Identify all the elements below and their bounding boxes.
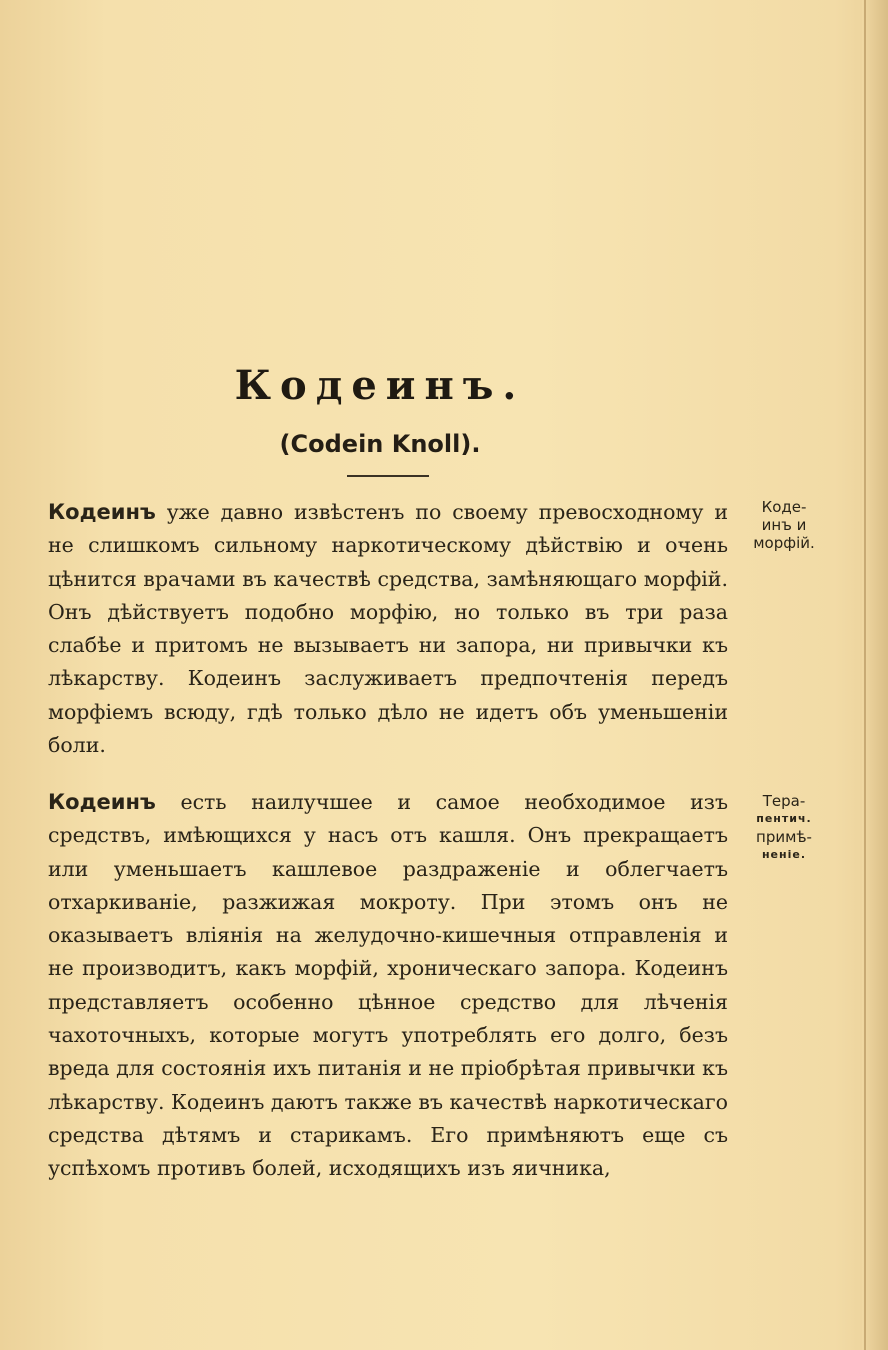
page-edge-line — [864, 0, 866, 1350]
paragraph-2-lead: Кодеинъ — [48, 790, 156, 814]
paragraph-2 — [48, 786, 728, 1186]
margin-note-line: примѣ- — [756, 828, 812, 846]
margin-note-line: Тера- — [762, 792, 806, 810]
paragraph-2-text: есть наилучшее и самое необходимое изъ средствъ, имѣющихся у насъ отъ кашля. Онъ прекращаетъ или уменьшаетъ кашлевое раздраженіе и облегчаетъ отхаркиваніе, разжижая мокроту. При этомъ онъ не оказываетъ вліянія на желудочно-кишечныя отправленія и не производитъ, какъ морфій, хроническаго запора. Кодеинъ представляетъ особенно цѣнное средство для лѣченія чахоточныхъ, которые могутъ употреблять его долго, безъ вреда для состоянія ихъ питанія и не пріобрѣтая привычки къ лѣкарству. Кодеинъ даютъ также въ качествѣ наркотическаго средства дѣтямъ и старикамъ. Его примѣняютъ еще съ успѣхомъ противъ болей, исходящихъ изъ яичника, — [48, 790, 728, 1181]
margin-note-line: неніе. — [761, 848, 807, 861]
paragraph-1 — [48, 496, 728, 762]
page-subtitle: (Codein Knoll). — [279, 430, 481, 458]
page-title: Кодеинъ. — [234, 362, 526, 409]
paragraph-1-text: уже давно извѣстенъ по своему превосходному и не слишкомъ сильному наркотическому дѣйствію и очень цѣнится врачами въ качествѣ средства, замѣняющаго морфій. Онъ дѣйствуетъ подобно морфію, но только въ три раза слабѣе и притомъ не вызываетъ ни запора, ни привычки къ лѣкарству. Кодеинъ заслуживаетъ предпочтенія передъ морфіемъ всюду, гдѣ только дѣло не идетъ объ уменьшеніи боли. — [48, 500, 728, 758]
margin-note-line: морфій. — [753, 534, 815, 552]
margin-note-line: пентич. — [756, 812, 812, 825]
margin-note-codeine-morphine — [744, 498, 824, 552]
paragraph-1-lead: Кодеинъ — [48, 500, 156, 524]
margin-note-line: инъ и — [761, 516, 807, 534]
title-divider — [347, 475, 429, 477]
margin-note-line: Кодe- — [761, 498, 807, 516]
margin-note-therapeutic-use — [744, 792, 824, 864]
